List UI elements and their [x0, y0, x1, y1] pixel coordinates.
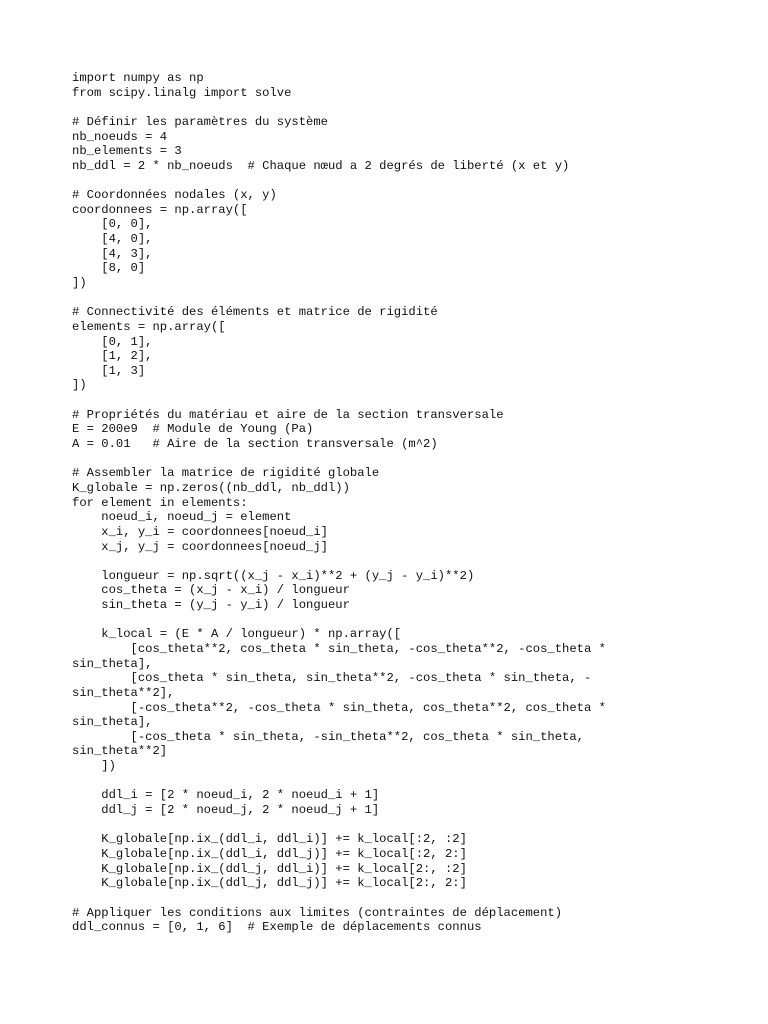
code-line: nb_elements = 3 [72, 144, 182, 159]
code-line: K_globale[np.ix_(ddl_i, ddl_j)] += k_local[:2, 2:] [72, 846, 467, 861]
code-line: cos_theta = (x_j - x_i) / longueur [72, 583, 350, 598]
code-line: sin_theta], [72, 715, 153, 730]
code-line: nb_noeuds = 4 [72, 129, 168, 144]
code-line: # Propriétés du matériau et aire de la section transversale [72, 407, 504, 422]
code-line: longueur = np.sqrt((x_j - x_i)**2 + (y_j - y_i)**2) [72, 568, 475, 583]
code-block [72, 71, 722, 935]
code-line: [4, 3], [72, 246, 153, 261]
code-line: from scipy.linalg import solve [72, 85, 292, 100]
code-line: K_globale[np.ix_(ddl_j, ddl_i)] += k_local[2:, :2] [72, 861, 467, 876]
code-line: [cos_theta * sin_theta, sin_theta**2, -cos_theta * sin_theta, - [72, 671, 592, 686]
code-line: # Assembler la matrice de rigidité globale [72, 466, 380, 481]
code-line: x_i, y_i = coordonnees[noeud_i] [72, 524, 328, 539]
code-line: [cos_theta**2, cos_theta * sin_theta, -cos_theta**2, -cos_theta * [72, 641, 606, 656]
code-line: sin_theta**2] [72, 744, 168, 759]
code-line: [0, 1], [72, 334, 153, 349]
code-line: A = 0.01 # Aire de la section transversale (m^2) [72, 437, 438, 452]
code-line: noeud_i, noeud_j = element [72, 510, 292, 525]
code-line: # Définir les paramètres du système [72, 114, 328, 129]
code-line: x_j, y_j = coordonnees[noeud_j] [72, 539, 328, 554]
code-line [72, 891, 722, 906]
code-line: ]) [72, 759, 116, 774]
code-line: ]) [72, 275, 87, 290]
code-line: # Appliquer les conditions aux limites (contraintes de déplacement) [72, 905, 563, 920]
code-line [72, 173, 722, 188]
code-line: [0, 0], [72, 217, 153, 232]
code-line: [8, 0] [72, 261, 146, 276]
code-line [72, 291, 722, 306]
code-line: [-cos_theta * sin_theta, -sin_theta**2, cos_theta * sin_theta, [72, 729, 584, 744]
code-line: elements = np.array([ [72, 319, 226, 334]
code-line: ddl_j = [2 * noeud_j, 2 * noeud_j + 1] [72, 803, 380, 818]
code-line: [4, 0], [72, 232, 153, 247]
code-line: sin_theta = (y_j - y_i) / longueur [72, 598, 350, 613]
code-line: ddl_i = [2 * noeud_i, 2 * noeud_i + 1] [72, 788, 380, 803]
code-line [72, 774, 722, 789]
code-line: # Coordonnées nodales (x, y) [72, 188, 277, 203]
code-line [72, 393, 722, 408]
code-line: nb_ddl = 2 * nb_noeuds # Chaque nœud a 2 degrés de liberté (x et y) [72, 158, 570, 173]
code-line: k_local = (E * A / longueur) * np.array([ [72, 627, 402, 642]
code-line: K_globale[np.ix_(ddl_j, ddl_j)] += k_local[2:, 2:] [72, 876, 467, 891]
code-line: K_globale[np.ix_(ddl_i, ddl_i)] += k_local[:2, :2] [72, 832, 467, 847]
code-line: sin_theta**2], [72, 685, 175, 700]
code-line: ]) [72, 378, 87, 393]
code-line: import numpy as np [72, 71, 204, 85]
code-line: sin_theta], [72, 656, 153, 671]
code-line: [1, 2], [72, 349, 153, 364]
code-line [72, 452, 722, 467]
code-line: ddl_connus = [0, 1, 6] # Exemple de déplacements connus [72, 920, 482, 935]
code-line: # Connectivité des éléments et matrice de rigidité [72, 305, 438, 320]
code-line: for element in elements: [72, 495, 248, 510]
code-line [72, 613, 722, 628]
code-line: [-cos_theta**2, -cos_theta * sin_theta, cos_theta**2, cos_theta * [72, 700, 606, 715]
code-line: E = 200e9 # Module de Young (Pa) [72, 422, 314, 437]
code-line: coordonnees = np.array([ [72, 202, 248, 217]
code-line [72, 818, 722, 833]
code-line [72, 100, 722, 115]
code-line [72, 554, 722, 569]
code-line: [1, 3] [72, 363, 146, 378]
code-line: K_globale = np.zeros((nb_ddl, nb_ddl)) [72, 480, 350, 495]
